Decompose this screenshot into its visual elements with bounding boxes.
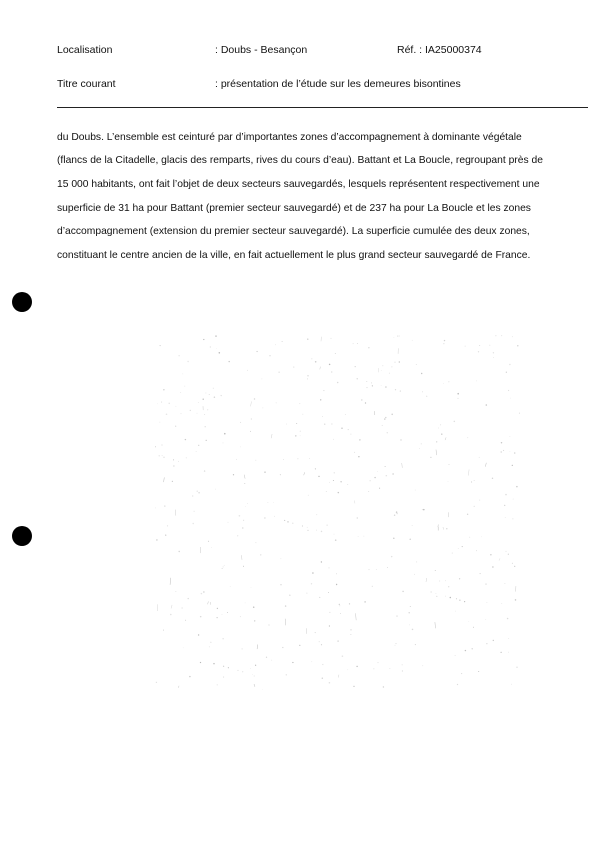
running-title-label: Titre courant bbox=[57, 78, 116, 90]
punch-hole-icon bbox=[12, 292, 32, 312]
paragraph-line: constituant le centre ancien de la ville, en fait actuellement le plus grand secteur sauvegardé de France. bbox=[57, 249, 531, 261]
reference-number: Réf. : IA25000374 bbox=[397, 44, 482, 56]
paragraph-line: 15 000 habitants, ont fait l’objet de deux secteurs sauvegardés, lesquels représentent respectivement une bbox=[57, 178, 540, 190]
body-paragraph bbox=[57, 120, 557, 273]
paragraph-line: d’accompagnement (extension du premier secteur sauvegardé). La superficie cumulée des deux zones, bbox=[57, 226, 530, 238]
localisation-label: Localisation bbox=[57, 44, 113, 56]
scan-speckle-noise bbox=[155, 335, 520, 690]
paragraph-line: superficie de 31 ha pour Battant (premier secteur sauvegardé) et de 237 ha pour La Boucle et les zones bbox=[57, 202, 531, 214]
paragraph-line: (flancs de la Citadelle, glacis des remparts, rives du cours d’eau). Battant et La Boucle, regroupant près de bbox=[57, 155, 543, 167]
header-divider bbox=[57, 107, 588, 108]
localisation-value: : Doubs - Besançon bbox=[215, 44, 308, 56]
running-title-value: : présentation de l’étude sur les demeures bisontines bbox=[215, 78, 461, 90]
punch-hole-icon bbox=[12, 526, 32, 546]
paragraph-line: du Doubs. L’ensemble est ceinturé par d’importantes zones d’accompagnement à dominante végétale bbox=[57, 131, 522, 143]
